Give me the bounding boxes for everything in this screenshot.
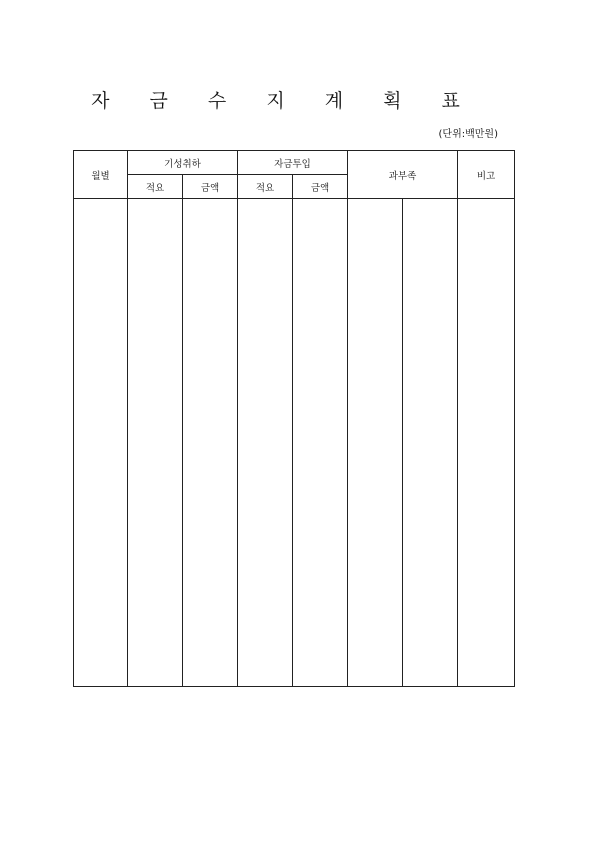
cell-funds-summary[interactable] bbox=[238, 199, 293, 687]
header-funds-summary: 적요 bbox=[238, 175, 293, 199]
header-month: 월별 bbox=[74, 151, 128, 199]
header-excess: 과부족 bbox=[348, 151, 458, 199]
unit-label: (단위:백만원) bbox=[438, 129, 498, 140]
header-progress-amount: 금액 bbox=[183, 175, 238, 199]
header-row-1 bbox=[74, 151, 515, 175]
fund-plan-table bbox=[73, 150, 515, 687]
page-title: 자 금 수 지 계 획 표 bbox=[91, 90, 477, 112]
cell-remarks[interactable] bbox=[458, 199, 515, 687]
header-progress-summary: 적요 bbox=[128, 175, 183, 199]
header-funds-amount: 금액 bbox=[293, 175, 348, 199]
header-funds-group: 자금투입 bbox=[238, 151, 348, 175]
cell-month[interactable] bbox=[74, 199, 128, 687]
cell-funds-amount[interactable] bbox=[293, 199, 348, 687]
header-remarks: 비고 bbox=[458, 151, 515, 199]
cell-excess-b[interactable] bbox=[403, 199, 458, 687]
cell-excess-a[interactable] bbox=[348, 199, 403, 687]
table-body-row bbox=[74, 199, 515, 687]
cell-progress-summary[interactable] bbox=[128, 199, 183, 687]
cell-progress-amount[interactable] bbox=[183, 199, 238, 687]
header-progress-group: 기성취하 bbox=[128, 151, 238, 175]
